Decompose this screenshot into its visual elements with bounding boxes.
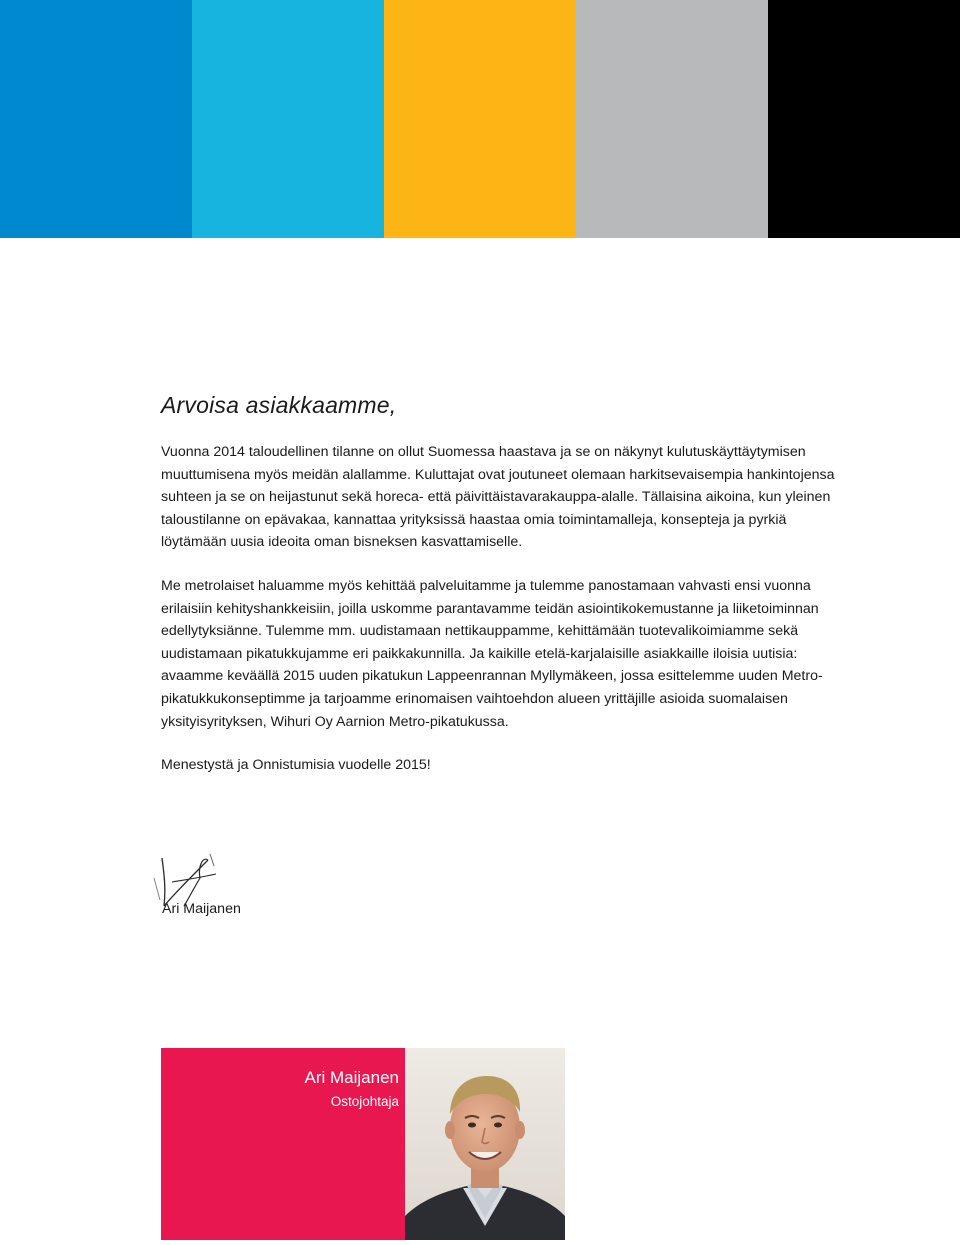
signer-name: Ari Maijanen — [162, 901, 241, 917]
letter-body — [161, 392, 841, 776]
letter-paragraph-2: Me metrolaiset haluamme myös kehittää palveluitamme ja tulemme panostamaan vahvasti ensi vuonna erilaisiin kehityshankkeisiin, joilla uskomme parantavamme teidän asiointikokemustanne ja liiketoiminnan edellytyksiänne. Tulemme mm. uudistamaan nettikauppamme, kehittämään tuotevalikoimiamme sekä uudistamaan pikatukkujamme eri paikkakunnilla. Ja kaikille etelä-karjalaisille asiakkaille iloisia uutisia: avaamme keväällä 2015 uuden pikatukun Lappeenrannan Myllymäkeen, jossa esittelemme uuden Metro-pikatukkukonseptimme ja tarjoamme erinomaisen vaihtoehdon alueen yrittäjille asioida suomalaisen yksityisyrityksen, Wihuri Oy Aarnion Metro-pikatukussa. — [161, 577, 823, 730]
color-band-blue — [0, 0, 192, 238]
color-band-cyan — [192, 0, 384, 238]
letter-paragraph-1: Vuonna 2014 taloudellinen tilanne on ollut Suomessa haastava ja se on näkynyt kulutuskäyttäytymisen muuttumisena myös meidän alallamme. Kuluttajat ovat joutuneet olemaan harkitsevaisempia hankintojensa suhteen ja se on heijastunut sekä horeca- että päivittäistavarakauppa-alalle. Tällaisina aikoina, kun yleinen taloustilanne on epävakaa, kannattaa yrityksissä haastaa omia toimintamalleja, konsepteja ja pyrkiä löytämään uusia ideoita oman bisneksen kasvattamiselle. — [161, 444, 835, 551]
letter-closing: Menestystä ja Onnistumisia vuodelle 2015! — [161, 757, 431, 774]
color-band-black — [768, 0, 960, 238]
header-color-bands — [0, 0, 960, 238]
profile-title: Ostojohtaja — [330, 1094, 399, 1109]
color-band-gray — [576, 0, 768, 238]
profile-name: Ari Maijanen — [304, 1068, 399, 1087]
portrait-photo — [405, 1048, 565, 1240]
profile-card — [161, 1048, 565, 1240]
color-band-yellow — [384, 0, 576, 238]
letter-salutation: Arvoisa asiakkaamme, — [161, 392, 397, 418]
